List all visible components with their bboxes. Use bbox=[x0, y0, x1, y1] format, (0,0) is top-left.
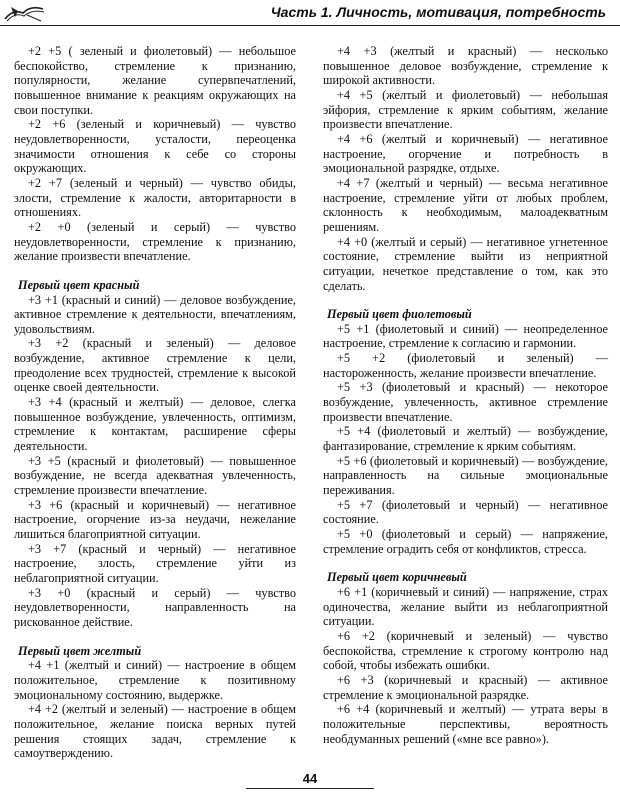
color-pair-paragraph: +5 +4 (фиолетовый и желтый) — возбуждение, фантазирование, стремление к ярким событиям. bbox=[323, 424, 608, 454]
color-pair-paragraph: +3 +6 (красный и коричневый) — негативное настроение, огорчение из-за неудачи, нежелание лишиться благоприятной ситуации. bbox=[14, 497, 296, 541]
section-heading: Первый цвет красный bbox=[18, 277, 140, 292]
right-column bbox=[323, 44, 608, 746]
color-pair-paragraph: +3 +5 (красный и фиолетовый) — повышенное возбуждение, не всегда адекватная увлеченность, стремление произвести впечатление. bbox=[14, 453, 296, 498]
color-pair-paragraph: +4 +5 (желтый и фиолетовый) — небольшая эйфория, стремление к ярким событиям, желание произвести впечатление. bbox=[323, 87, 608, 132]
section-heading: Первый цвет фиолетовый bbox=[327, 307, 472, 322]
color-pair-paragraph: +4 +0 (желтый и серый) — негативное угнетенное состояние, стремление выйти из неприятной ситуации, нечеткое представление о том, как это сделать. bbox=[323, 234, 608, 293]
color-pair-paragraph: +5 +3 (фиолетовый и красный) — некоторое возбуждение, увлеченность, активное стремление произвести впечатление. bbox=[323, 380, 608, 424]
color-pair-paragraph: +3 +4 (красный и желтый) — деловое, слегка повышенное возбуждение, увлеченность, оптимизм, стремление к контактам, расширение сферы деятельности. bbox=[14, 395, 296, 454]
color-pair-paragraph: +6 +2 (коричневый и зеленый) — чувство беспокойства, стремление к строгому контролю над собой, чтобы избежать ошибки. bbox=[323, 628, 608, 673]
header-divider bbox=[0, 25, 620, 26]
section-heading: Первый цвет желтый bbox=[18, 643, 142, 658]
color-pair-paragraph: +3 +2 (красный и зеленый) — деловое возбуждение, активное стремление к цели, преодоление всех трудностей, стремление к высокой оценке своей деятельности. bbox=[14, 336, 296, 395]
color-pair-paragraph: +6 +3 (коричневый и красный) — активное стремление к эмоциональной разрядке. bbox=[323, 672, 608, 702]
book-bookmark-icon bbox=[3, 1, 47, 25]
color-pair-paragraph: +4 +1 (желтый и синий) — настроение в общем положительное, стремление к позитивному эмоциональному состоянию, выдержке. bbox=[14, 658, 296, 702]
running-header bbox=[0, 0, 620, 26]
color-pair-paragraph: +2 +5 ( зеленый и фиолетовый) — небольшое беспокойство, стремление к признанию, популярности, желание супервпечатлений, повышенное внимание к реакциям окружающих на свои поступки. bbox=[14, 44, 296, 117]
color-pair-paragraph: +5 +1 (фиолетовый и синий) — неопределенное настроение, стремление к согласию и гармонии. bbox=[323, 321, 608, 351]
color-pair-paragraph: +3 +0 (красный и серый) — чувство неудовлетворенности, направленность на рискованное действие. bbox=[14, 585, 296, 629]
color-pair-paragraph: +5 +7 (фиолетовый и черный) — негативное состояние. bbox=[323, 497, 608, 527]
color-pair-paragraph: +5 +6 (фиолетовый и коричневый) — возбуждение, направленность на сильные эмоциональные переживания. bbox=[323, 453, 608, 498]
color-pair-paragraph: +4 +7 (желтый и черный) — весьма негативное настроение, стремление уйти от любых проблем, склонность к необходимым, малоадекватным решениям. bbox=[323, 175, 608, 234]
left-column bbox=[14, 44, 296, 761]
color-pair-paragraph: +3 +1 (красный и синий) — деловое возбуждение, активное стремление к деятельности, впечатлениям, удовольствиям. bbox=[14, 292, 296, 336]
running-title: Часть 1. Личность, мотивация, потребность bbox=[270, 4, 606, 20]
color-pair-paragraph: +6 +4 (коричневый и желтый) — утрата веры в положительные перспективы, вероятность необдуманных решений («мне все равно»). bbox=[323, 702, 608, 746]
color-pair-paragraph: +2 +7 (зеленый и черный) — чувство обиды, злости, стремление к жалости, авторитарности в отношениях. bbox=[14, 175, 296, 220]
page-number: 44 bbox=[302, 771, 318, 786]
color-pair-paragraph: +4 +2 (желтый и зеленый) — настроение в общем положительное, желание поиска верных путей решения стоящих задач, стремление к самоутверждению. bbox=[14, 702, 296, 761]
color-pair-paragraph: +4 +6 (желтый и коричневый) — негативное настроение, огорчение и потребность в эмоциональной разрядке, отдыхе. bbox=[323, 131, 608, 176]
section-heading: Первый цвет коричневый bbox=[327, 570, 467, 585]
footer-divider bbox=[246, 788, 374, 789]
color-pair-paragraph: +3 +7 (красный и черный) — негативное настроение, злость, стремление уйти из неблагоприятной ситуации. bbox=[14, 541, 296, 585]
color-pair-paragraph: +6 +1 (коричневый и синий) — напряжение, страх одиночества, желание выйти из неблагоприятной ситуации. bbox=[323, 584, 608, 629]
color-pair-paragraph: +2 +6 (зеленый и коричневый) — чувство неудовлетворенности, усталости, переоценка значимости отношения к себе со стороны окружающих. bbox=[14, 117, 296, 176]
color-pair-paragraph: +2 +0 (зеленый и серый) — чувство неудовлетворенности, стремление к признанию, желание произвести впечатление. bbox=[14, 219, 296, 264]
color-pair-paragraph: +5 +2 (фиолетовый и зеленый) — настороженность, желание произвести впечатление. bbox=[323, 351, 608, 380]
color-pair-paragraph: +4 +3 (желтый и красный) — несколько повышенное деловое возбуждение, стремление к широкой активности. bbox=[323, 44, 608, 88]
color-pair-paragraph: +5 +0 (фиолетовый и серый) — напряжение, стремление оградить себя от конфликтов, стресса. bbox=[323, 527, 608, 556]
